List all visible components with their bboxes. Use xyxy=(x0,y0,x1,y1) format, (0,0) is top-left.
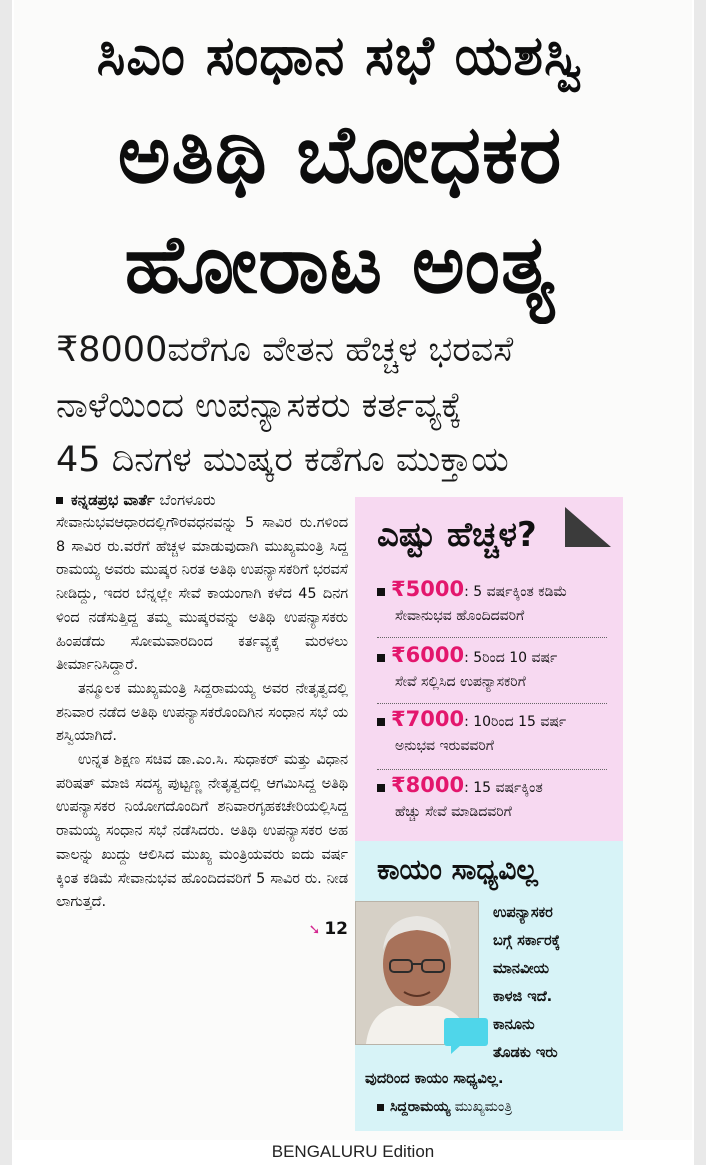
article-paragraph-3: ಉನ್ನತ ಶಿಕ್ಷಣ ಸಚಿವ ಡಾ.ಎಂ.ಸಿ. ಸುಧಾಕರ್ ಮತ್ತು ವಿಧಾನ ಪರಿಷತ್ ಮಾಜಿ ಸದಸ್ಯ ಪುಟ್ಟಣ್ಣ ನೇತೃತ್ವದಲ್ಲಿ ಆಗಮಿಸಿದ್ದ ಅತಿಥಿ ಉಪನ್ಯಾಸಕರ ನಿಯೋಗದೊಂದಿಗೆ ಶನಿವಾರಗೃಹಕಚೇರಿಯಲ್ಲಿಸಿದ್ದರಾಮಯ್ಯ ಸಂಧಾನ ಸಭೆ ನಡೆಸಿದರು. ಅತಿಥಿ ಉಪನ್ಯಾಸಕರ ಅಹವಾಲನ್ನು ಖುದ್ದು ಆಲಿಸಿದ ಮುಖ್ಯ ಮಂತ್ರಿಯವರು ಐದು ವರ್ಷಕ್ಕಿಂತ ಕಡಿಮೆ ಸೇವಾನುಭವ ಹೊಂದಿದವರಿಗೆ 5 ಸಾವಿರ ರು. ನೀಡಲಾಗುತ್ತದೆ. xyxy=(56,752,348,911)
divider xyxy=(377,637,607,638)
bullet-icon xyxy=(377,1104,384,1111)
page-corner-icon xyxy=(559,503,615,551)
bullet-icon xyxy=(377,718,385,726)
subhead-line-1: ₹8000ವರೆಗೂ ವೇತನ ಹೆಚ್ಚಳ ಭರವಸೆ xyxy=(56,330,514,370)
hike-condition-2: ಅನುಭವ ಇರುವವರಿಗೆ xyxy=(395,738,494,754)
quote-tail: ವುದರಿಂದ ಕಾಯಂ ಸಾಧ್ಯವಿಲ್ಲ. xyxy=(365,1071,504,1087)
hike-item-2 xyxy=(377,643,607,694)
hike-amount: ₹5000 xyxy=(391,577,465,601)
hike-item-1 xyxy=(377,577,607,628)
quote-line: ಮಾನವೀಯ xyxy=(493,961,550,977)
quote-line: ತೊಡಕು ಇರು xyxy=(493,1045,558,1061)
headline-line-3: ಹೋರಾಟ ಅಂತ್ಯ xyxy=(124,218,556,311)
article-paragraph-2: ತನ್ಮೂಲಕ ಮುಖ್ಯಮಂತ್ರಿ ಸಿದ್ದರಾಮಯ್ಯ ಅವರ ನೇತೃತ್ವದಲ್ಲಿ ಶನಿವಾರ ನಡೆದ ಅತಿಥಿ ಉಪನ್ಯಾಸಕರೊಂದಿಗಿನ ಸಂಧಾನ ಸಭೆ ಯಶಸ್ವಿಯಾಗಿದೆ. xyxy=(56,680,348,745)
subhead-line-2: ನಾಳೆಯಿಂದ ಉಪನ್ಯಾಸಕರು ಕರ್ತವ್ಯಕ್ಕೆ xyxy=(56,386,462,426)
speaker-name: ಸಿದ್ದರಾಮಯ್ಯ xyxy=(390,1099,451,1115)
hike-item-3 xyxy=(377,707,607,758)
edition-label: BENGALURU Edition xyxy=(271,1142,435,1161)
quote-line: ಕಾಳಜಿ ಇದೆ. xyxy=(493,989,553,1005)
hike-amount: ₹7000 xyxy=(391,707,465,731)
page-margin-right xyxy=(694,0,706,1165)
bullet-icon xyxy=(377,784,385,792)
continued-page-number: 12 xyxy=(324,918,348,939)
continued-on-page[interactable] xyxy=(56,917,348,942)
hike-item-4 xyxy=(377,773,607,824)
quote-box-title: ಕಾಯಂ ಸಾಧ್ಯವಿಲ್ಲ xyxy=(377,853,538,886)
headline-line-2: ಅತಿಥಿ ಬೋಧಕರ xyxy=(117,108,563,201)
hike-condition: : 10ರಿಂದ 15 ವರ್ಷ xyxy=(464,714,567,730)
divider xyxy=(377,703,607,704)
bullet-icon xyxy=(377,588,385,596)
quote-text xyxy=(493,899,615,1067)
hike-amount: ₹6000 xyxy=(391,643,465,667)
quote-line: ಬಗ್ಗೆ ಸರ್ಕಾರಕ್ಕೆ xyxy=(493,933,561,949)
byline xyxy=(56,488,348,512)
byline-source: ಕನ್ನಡಪ್ರಭ ವಾರ್ತೆ xyxy=(71,491,155,509)
chat-bubble-icon[interactable] xyxy=(443,1017,489,1055)
byline-location: ಬೆಂಗಳೂರು xyxy=(159,491,216,509)
speaker-role: ಮುಖ್ಯಮಂತ್ರಿ xyxy=(454,1099,513,1115)
salary-hike-title: ಎಷ್ಟು ಹೆಚ್ಚಳ? xyxy=(377,515,537,555)
article-body xyxy=(56,488,348,1138)
hike-condition: : 5 ವರ್ಷಕ್ಕಿಂತ ಕಡಿಮೆ xyxy=(464,584,568,600)
hike-amount: ₹8000 xyxy=(391,773,465,797)
bullet-icon xyxy=(56,497,63,504)
hike-condition-2: ಸೇವಾನುಭವ ಹೊಂದಿದವರಿಗೆ xyxy=(395,608,525,624)
arrow-icon: ➘ xyxy=(308,921,321,938)
hike-condition: : 5ರಿಂದ 10 ವರ್ಷ xyxy=(464,650,558,666)
bullet-icon xyxy=(377,654,385,662)
headline-line-1: ಸಿಎಂ ಸಂಧಾನ ಸಭೆ ಯಶಸ್ವಿ xyxy=(96,24,584,87)
divider xyxy=(377,769,607,770)
quote-attribution xyxy=(377,1099,512,1115)
quote-line: ಉಪನ್ಯಾಸಕರ xyxy=(493,905,553,921)
salary-hike-box xyxy=(355,497,623,841)
page-margin-left xyxy=(0,0,12,1165)
hike-condition-2: ಸೇವೆ ಸಲ್ಲಿಸಿದ ಉಪನ್ಯಾಸಕರಿಗೆ xyxy=(395,674,526,690)
subhead-line-3: 45 ದಿನಗಳ ಮುಷ್ಕರ ಕಡೆಗೂ ಮುಕ್ತಾಯ xyxy=(56,440,509,480)
quote-line: ಕಾನೂನು xyxy=(493,1017,535,1033)
hike-condition: : 15 ವರ್ಷಕ್ಕಿಂತ xyxy=(464,780,543,796)
hike-condition-2: ಹೆಚ್ಚು ಸೇವೆ ಮಾಡಿದವರಿಗೆ xyxy=(395,804,512,820)
article-paragraph-1: ಸೇವಾನುಭವಆಧಾರದಲ್ಲಿಗೌರವಧನವನ್ನು 5 ಸಾವಿರ ರು.ಗಳಿಂದ 8 ಸಾವಿರ ರು.ವರೆಗೆ ಹೆಚ್ಚಳ ಮಾಡುವುದಾಗಿ ಮುಖ್ಯಮಂತ್ರಿ ಸಿದ್ದರಾಮಯ್ಯ ಅವರು ಮುಷ್ಕರ ನಿರತ ಅತಿಥಿ ಉಪನ್ಯಾಸಕರಿಗೆ ಭರವಸೆ ನೀಡಿದ್ದು, ಇದರ ಬೆನ್ನಲ್ಲೇ ಸೇವೆ ಕಾಯಂಗಾಗಿ ಕಳೆದ 45 ದಿನಗಳಿಂದ ನಡೆಸುತ್ತಿದ್ದ ತಮ್ಮ ಮುಷ್ಕರವನ್ನು ಅತಿಥಿ ಉಪನ್ಯಾಸಕರು ಹಿಂಪಡೆದು ಸೋಮವಾರದಿಂದ ಕರ್ತವ್ಯಕ್ಕೆ ಮರಳಲು ತೀರ್ಮಾನಿಸಿದ್ದಾರೆ. xyxy=(56,515,348,674)
quote-box xyxy=(355,841,623,1131)
